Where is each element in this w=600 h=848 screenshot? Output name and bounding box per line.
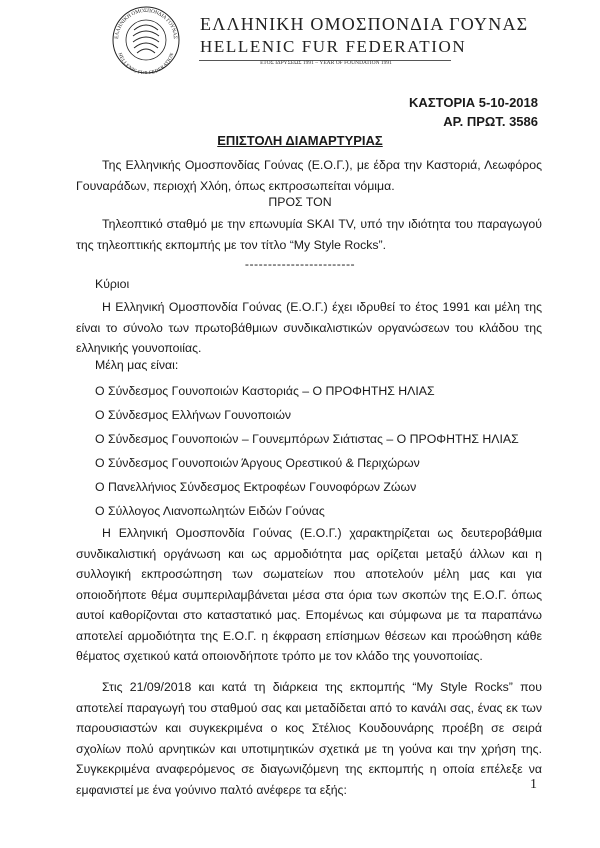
body-paragraph-2: Στις 21/09/2018 και κατά τη διάρκεια της εκπομπής “My Style Rocks” που αποτελεί παραγωγή του σταθμού σας και μεταδίδεται από το κανάλι σας, ένας εκ των παρουσιαστών και συγκεκριμένα ο κος Στέλιος Κουδουνάρης προέβη σε σειρά σχολίων πολύ αρνητικών και υποτιμητικών σχετικά με τη γούνα και την χρήση της. Συγκεκριμένα αναφερόμενος σε διαγωνιζόμενη της εκπομπής η οποία επέλεξε να εμφανιστεί με ένα γούνινο παλτό ανέφερε τα εξής: [76, 680, 542, 797]
org-name-greek: ΕΛΛΗΝΙΚΗ ΟΜΟΣΠΟΝΔΙΑ ΓΟΥΝΑΣ [200, 14, 529, 34]
to-label: ΠΡΟΣ ΤΟΝ [268, 195, 332, 209]
founded-text: ΕΤΟΣ ΙΔΡΥΣΕΩΣ 1991 – YEAR OF FOUNDATION 1991 [260, 60, 392, 66]
member-item: Ο Σύνδεσμος Ελλήνων Γουνοποιών [95, 408, 292, 422]
city-date: ΚΑΣΤΟΡΙΑ 5-10-2018 [409, 95, 538, 110]
federation-logo [108, 4, 184, 74]
protocol-number: ΑΡ. ΠΡΩΤ. 3586 [443, 114, 538, 129]
member-item: Ο Πανελλήνιος Σύνδεσμος Εκτροφέων Γουνοφόρων Ζώων [95, 480, 417, 494]
svg-text:HELLENIC FUR FEDERATION: HELLENIC FUR FEDERATION [116, 52, 176, 74]
member-item: Ο Σύλλογος Λιανοπωλητών Ειδών Γούνας [95, 504, 325, 518]
svg-text:ΕΛΛΗΝΙΚΗ ΟΜΟΣΠΟΝΔΙΑ ΓΟΥΝΑΣ: ΕΛΛΗΝΙΚΗ ΟΜΟΣΠΟΝΔΙΑ ΓΟΥΝΑΣ [113, 7, 179, 40]
member-item: Ο Σύνδεσμος Γουνοποιών Άργους Ορεστικού & Περιχώρων [95, 456, 420, 470]
member-item: Ο Σύνδεσμος Γουνοποιών Καστοριάς – Ο ΠΡΟΦΗΤΗΣ ΗΛΙΑΣ [95, 384, 435, 398]
members-label: Μέλη μας είναι: [95, 358, 179, 372]
intro-paragraph: Η Ελληνική Ομοσπονδία Γούνας (Ε.Ο.Γ.) έχει ιδρυθεί το έτος 1991 και μέλη της είναι το σύνολο των πρωτοβάθμιων συνδικαλιστικών οργανώσεων του κλάδου της ελληνικής γουνοποιίας. [76, 300, 542, 355]
body-paragraph-1: Η Ελληνική Ομοσπονδία Γούνας (Ε.Ο.Γ.) χαρακτηρίζεται ως δευτεροβάθμια συνδικαλιστική οργάνωση και ως αρμοδιότητα μας ορίζεται μεταξύ άλλων και η συλλογική εκπροσώπηση των σωματείων που αποτελούν μέλη μας και για οποιοδήποτε θέμα συμπεριλαμβάνεται μέσα στα όρια των σκοπών της Ε.Ο.Γ. όπως αυτοί καθορίζονται στο καταστατικό μας. Επομένως και σύμφωνα με τα παραπάνω αποτελεί αρμοδιότητα της Ε.Ο.Γ. η έκφραση επίσημων θέσεων και προώθηση κάθε θέματος σχετικού κατά οποιονδήποτε τρόπο με τον κλάδο της γουνοποιίας. [76, 526, 542, 663]
separator: ------------------------ [244, 257, 356, 271]
letter-title: ΕΠΙΣΤΟΛΗ ΔΙΑΜΑΡΤΥΡΙΑΣ [217, 133, 383, 148]
org-name-english: HELLENIC FUR FEDERATION [200, 37, 467, 56]
recipient-paragraph: Τηλεοπτικό σταθμό με την επωνυμία SKAI TV, υπό την ιδιότητα του παραγωγού της τηλεοπτικής εκπομπής με τον τίτλο “My Style Rocks”. [76, 217, 542, 252]
salutation: Κύριοι [95, 277, 130, 291]
page-number: 1 [530, 777, 537, 792]
member-item: Ο Σύνδεσμος Γουνοποιών – Γουνεμπόρων Σιάτιστας – Ο ΠΡΟΦΗΤΗΣ ΗΛΙΑΣ [95, 432, 519, 446]
sender-paragraph: Της Ελληνικής Ομοσπονδίας Γούνας (Ε.Ο.Γ.), με έδρα την Καστοριά, Λεωφόρος Γουναράδων, περιοχή Χλόη, όπως εκπροσωπείται νόμιμα. [76, 158, 542, 193]
